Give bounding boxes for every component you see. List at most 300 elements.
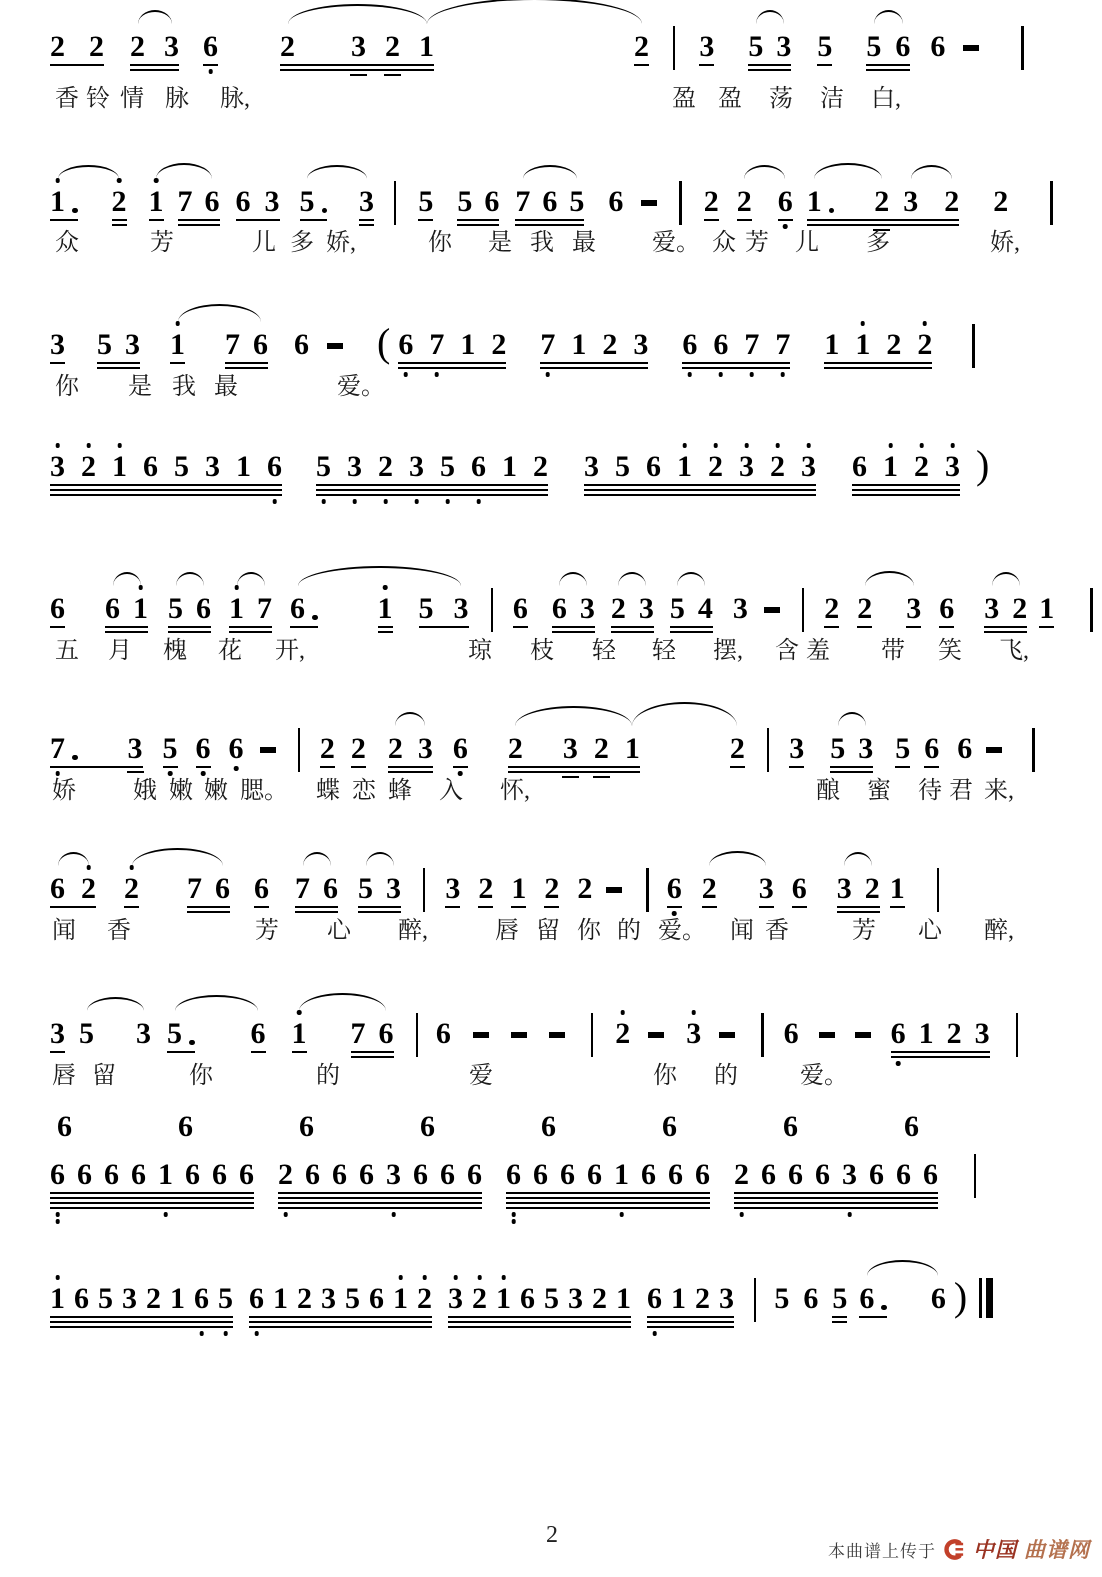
beam-line <box>300 219 328 221</box>
note <box>883 452 898 482</box>
note-digit: 2 <box>708 452 723 482</box>
note <box>682 330 697 360</box>
note <box>837 874 852 904</box>
note <box>542 187 557 217</box>
note <box>448 1284 463 1314</box>
octave-dot-below <box>719 372 724 377</box>
token-group <box>292 1019 307 1049</box>
lyric-syllable: 盈 <box>718 86 742 112</box>
note <box>695 1160 710 1190</box>
token-group <box>904 1112 919 1142</box>
note <box>807 187 835 217</box>
note-digit: 7 <box>540 330 555 360</box>
lyric-syllable: 情 <box>120 86 144 112</box>
note <box>944 187 959 217</box>
note <box>784 1019 799 1049</box>
note <box>520 1284 535 1314</box>
octave-dot-above <box>923 321 928 326</box>
note <box>744 330 759 360</box>
note-digit: 3 <box>732 592 748 625</box>
note-digit: 3 <box>445 872 461 905</box>
token-group <box>733 594 748 624</box>
octave-dot-below <box>672 911 677 916</box>
lyric-syllable: 酿 <box>816 778 840 804</box>
note <box>639 594 654 624</box>
token-group <box>136 1019 151 1049</box>
octave-dot-below <box>383 499 388 504</box>
note <box>105 594 120 624</box>
lyric-syllable: 娇 <box>52 778 76 804</box>
beam-line <box>667 906 682 908</box>
slur-arc <box>58 852 89 866</box>
note <box>167 1019 195 1049</box>
note-digit: 7 <box>177 185 193 218</box>
token-group <box>855 1032 871 1049</box>
note-digit: 6 <box>930 30 946 63</box>
note-digit: 5 <box>418 185 434 218</box>
note-digit: 3 <box>984 592 1000 625</box>
dash-mark <box>606 887 622 893</box>
slur-arc <box>559 572 587 586</box>
lyric-syllable: 羞 <box>806 638 830 664</box>
beam-line <box>734 1207 938 1209</box>
note-digit: 2 <box>378 452 393 482</box>
note <box>993 187 1008 217</box>
note <box>633 330 648 360</box>
slur-arc <box>867 1260 939 1276</box>
note-digit: 7 <box>257 592 272 625</box>
lyric-syllable: 香 <box>55 86 79 112</box>
note-digit: 6 <box>471 452 486 482</box>
notation-line <box>50 183 1053 217</box>
note-digit: 5 <box>97 328 112 361</box>
beam-group <box>866 32 910 62</box>
note <box>386 1160 401 1190</box>
augmentation-dot <box>829 208 835 214</box>
note <box>236 452 251 482</box>
slur-arc <box>113 572 141 586</box>
note <box>616 1284 631 1314</box>
token-group <box>634 32 649 62</box>
note <box>584 452 599 482</box>
dash-extension <box>986 747 1002 764</box>
note-digit: 5 <box>167 1017 182 1050</box>
token-group <box>290 594 318 624</box>
beam-line <box>511 906 526 908</box>
note-digit: 5 <box>299 185 315 218</box>
note-digit: 6 <box>413 1158 428 1191</box>
note-digit: 6 <box>778 187 793 217</box>
token-group <box>832 1284 847 1314</box>
note <box>560 1160 575 1190</box>
dash-extension <box>819 1032 835 1049</box>
beam-line <box>939 626 954 628</box>
token-group <box>170 330 185 360</box>
beam-group <box>229 594 272 624</box>
dash-mark <box>549 1032 565 1038</box>
note-digit: 3 <box>638 592 654 625</box>
note <box>515 187 530 217</box>
note <box>332 1160 347 1190</box>
note-digit: 2 <box>592 1282 607 1315</box>
note <box>472 1284 487 1314</box>
dash-mark <box>719 1032 735 1038</box>
beam-group <box>225 330 268 360</box>
note-digit: 3 <box>351 32 366 62</box>
note <box>931 1284 946 1314</box>
token-group <box>163 734 178 764</box>
beam-group <box>105 594 148 624</box>
note <box>369 1284 384 1314</box>
note-digit: 3 <box>906 592 922 625</box>
note-digit: 2 <box>734 1160 749 1190</box>
note-digit: 6 <box>662 1110 677 1143</box>
note-digit: 6 <box>196 734 211 764</box>
slur-arc <box>865 571 914 586</box>
note-digit: 6 <box>203 32 218 62</box>
token-group <box>976 442 990 487</box>
beam-line <box>866 64 910 66</box>
note <box>257 594 272 624</box>
lyric-syllable: 唇 <box>52 1063 76 1089</box>
dash-extension <box>764 607 780 624</box>
beam-line <box>50 1326 233 1328</box>
note-digit: 1 <box>511 872 527 905</box>
barline <box>1021 26 1023 62</box>
note-digit: 1 <box>50 187 65 217</box>
lyric-syllable: 怀, <box>500 778 530 804</box>
barline <box>802 588 804 624</box>
note-digit: 3 <box>758 872 774 905</box>
beam-line <box>196 766 211 768</box>
lyric-syllable: 你 <box>653 1063 677 1089</box>
note-digit: 6 <box>682 330 697 360</box>
note <box>229 594 244 624</box>
barline <box>298 728 300 764</box>
token-group <box>979 1278 993 1314</box>
note <box>615 452 630 482</box>
slur-arc <box>156 163 212 179</box>
note-digit: 6 <box>923 1158 938 1191</box>
beam-line <box>97 367 140 369</box>
beam-line <box>506 1192 710 1194</box>
octave-dot-below <box>163 1212 168 1217</box>
note <box>842 1160 857 1190</box>
note-digit: 7 <box>50 734 65 764</box>
dash-mark <box>648 1032 664 1038</box>
beam-line <box>508 771 640 773</box>
note-digit: 2 <box>350 732 366 765</box>
note-digit: 6 <box>453 734 468 764</box>
note-digit: 5 <box>316 452 331 482</box>
note-digit: 2 <box>577 872 593 905</box>
beam-line <box>290 626 318 628</box>
note <box>50 452 65 482</box>
token-group <box>730 734 745 764</box>
lyric-syllable: 君 <box>949 778 973 804</box>
token-group <box>549 1032 565 1049</box>
note <box>203 32 218 62</box>
note-digit: 5 <box>866 30 882 63</box>
note <box>615 1019 630 1049</box>
beam-line <box>105 631 148 633</box>
octave-dot-below <box>201 771 206 776</box>
note <box>614 1160 629 1190</box>
beam-group <box>540 330 648 360</box>
note-digit: 3 <box>359 185 374 218</box>
octave-dot-above <box>950 443 955 448</box>
note-digit: 6 <box>196 592 211 625</box>
note-digit: 3 <box>205 450 220 483</box>
final-thin-stroke <box>979 1278 982 1318</box>
slur-arc <box>298 566 462 586</box>
note <box>895 32 910 62</box>
extra-beam-line <box>562 776 579 778</box>
token-group <box>300 187 328 217</box>
note-digit: 6 <box>852 450 867 483</box>
open-paren <box>377 320 391 365</box>
slur-arc <box>176 572 204 586</box>
note-digit: 5 <box>817 30 833 63</box>
beam-line <box>448 1316 631 1318</box>
barline-stroke <box>767 728 769 772</box>
note-digit: 1 <box>616 1282 631 1315</box>
octave-dot-above <box>477 1275 482 1280</box>
note <box>708 452 723 482</box>
dash-mark <box>819 1032 835 1038</box>
token-group <box>924 734 939 764</box>
beam-line <box>418 219 433 221</box>
barline <box>673 26 675 62</box>
note-digit: 2 <box>944 185 960 218</box>
note-digit: 2 <box>387 732 403 765</box>
final-thick-stroke <box>986 1278 993 1318</box>
beam-line <box>508 766 640 768</box>
note-digit: 6 <box>323 872 338 905</box>
octave-dot-below <box>283 1212 288 1217</box>
note-digit: 6 <box>369 1282 384 1315</box>
token-group <box>615 1019 630 1049</box>
lyric-syllable: 爱。 <box>337 374 385 400</box>
note <box>592 1284 607 1314</box>
note <box>733 594 748 624</box>
note <box>695 1284 710 1314</box>
note <box>97 330 112 360</box>
token-group <box>50 330 65 360</box>
token-group <box>203 32 218 62</box>
note-digit: 1 <box>671 1282 686 1315</box>
note <box>686 1019 701 1049</box>
note <box>788 1160 803 1190</box>
token-group <box>859 1284 887 1314</box>
token-group <box>662 1112 677 1142</box>
note <box>388 734 403 764</box>
note <box>74 1284 89 1314</box>
note <box>730 734 745 764</box>
barline-stroke <box>1021 26 1023 70</box>
token-group <box>939 594 954 624</box>
note-digit: 6 <box>104 1158 119 1191</box>
lyric-syllable: 最 <box>214 374 238 400</box>
octave-dot-below <box>445 499 450 504</box>
token-group <box>778 187 793 217</box>
beam-line <box>552 631 595 633</box>
note-digit: 2 <box>130 30 145 63</box>
note-digit: 6 <box>294 328 309 361</box>
note <box>478 874 493 904</box>
barline-stroke <box>974 1154 976 1198</box>
octave-dot-below <box>321 499 326 504</box>
slur-arc <box>874 10 903 24</box>
note <box>215 874 230 904</box>
note-digit: 6 <box>587 1158 602 1191</box>
note <box>174 452 189 482</box>
note <box>104 1160 119 1190</box>
note <box>321 1284 336 1314</box>
note-digit: 5 <box>418 592 434 625</box>
token-group <box>418 187 433 217</box>
beam-line <box>852 494 960 496</box>
note-digit: 3 <box>699 30 715 63</box>
note-digit: 1 <box>614 1160 629 1190</box>
note <box>508 734 523 764</box>
lyric-syllable: 娇, <box>326 230 356 256</box>
note-digit: 3 <box>633 328 649 361</box>
note-digit: 5 <box>174 450 189 483</box>
note <box>386 874 401 904</box>
beam-line <box>682 362 790 364</box>
beam-line <box>278 1192 482 1194</box>
note-digit: 5 <box>79 1017 94 1050</box>
note <box>57 1112 72 1142</box>
beam-group <box>515 187 584 217</box>
note-digit: 6 <box>930 1282 946 1315</box>
note <box>670 594 685 624</box>
site-name-part1: 中国 <box>973 1538 1017 1562</box>
note-digit: 1 <box>889 872 905 905</box>
token-group <box>511 874 526 904</box>
token-group <box>50 594 65 624</box>
note-digit: 6 <box>815 1158 830 1191</box>
note-digit: 1 <box>170 330 185 360</box>
note-digit: 2 <box>81 874 96 904</box>
lyric-syllable: 五 <box>55 638 79 664</box>
note-digit: 2 <box>701 872 717 905</box>
note <box>351 32 366 62</box>
note-digit: 1 <box>158 1160 173 1190</box>
beam-line <box>170 362 185 364</box>
note <box>544 1284 559 1314</box>
note <box>801 452 816 482</box>
note <box>540 330 555 360</box>
note-digit: 2 <box>917 330 932 360</box>
note-digit: 1 <box>1039 592 1055 625</box>
note-digit: 1 <box>624 732 640 765</box>
note <box>774 1284 789 1314</box>
token-group <box>937 868 939 904</box>
note-digit: 3 <box>264 185 280 218</box>
note-digit: 6 <box>542 185 558 218</box>
barline <box>491 588 493 624</box>
barline-stroke <box>673 26 675 70</box>
note-digit: 2 <box>472 1284 487 1314</box>
note <box>50 594 65 624</box>
note <box>906 594 921 624</box>
note <box>511 874 526 904</box>
beam-line <box>890 906 905 908</box>
note-digit: 6 <box>250 1017 266 1050</box>
note-digit: 6 <box>398 330 413 360</box>
beam-group <box>734 1160 938 1190</box>
token-group <box>890 874 905 904</box>
note <box>541 1112 556 1142</box>
beam-line <box>670 631 713 633</box>
note <box>236 187 251 217</box>
beam-line <box>50 1202 254 1204</box>
note-digit: 3 <box>584 450 599 483</box>
beam-line <box>852 484 960 486</box>
note-digit: 6 <box>50 592 65 625</box>
beam-line <box>859 1316 887 1318</box>
beam-line <box>832 1316 847 1318</box>
barline-stroke <box>416 1013 418 1057</box>
beam-line <box>50 1316 233 1318</box>
lyric-syllable: 摆, <box>713 638 743 664</box>
note-digit: 5 <box>98 1282 113 1315</box>
lyric-syllable: 芳 <box>150 230 174 256</box>
note <box>533 1160 548 1190</box>
token-group <box>767 728 769 764</box>
note-digit: 3 <box>164 30 179 63</box>
dash-extension <box>963 45 979 62</box>
dash-mark <box>986 747 1002 753</box>
lyric-syllable: 嫩 <box>169 778 193 804</box>
beam-line <box>540 362 648 364</box>
note-digit: 3 <box>719 1282 734 1315</box>
beam-line <box>280 64 434 66</box>
note <box>295 874 310 904</box>
token-group <box>57 1112 72 1142</box>
beam-line <box>857 626 872 628</box>
note-digit: 6 <box>290 592 305 625</box>
note <box>759 874 774 904</box>
beam-line <box>351 766 366 768</box>
note-digit: 5 <box>345 1282 360 1315</box>
note <box>792 874 807 904</box>
note-digit: 1 <box>149 187 164 217</box>
beam-group <box>611 594 654 624</box>
token-group <box>608 187 623 217</box>
beam-line <box>167 1051 195 1053</box>
barline-stroke <box>1032 728 1034 772</box>
note-digit: 3 <box>347 452 362 482</box>
token-group <box>764 607 780 624</box>
note <box>265 187 280 217</box>
slur-arc <box>911 165 952 179</box>
note <box>698 594 713 624</box>
token-group <box>79 1019 94 1049</box>
note <box>253 330 268 360</box>
note-digit: 3 <box>903 185 919 218</box>
beam-line <box>251 1051 266 1053</box>
token-group <box>1050 181 1052 217</box>
note-digit: 7 <box>744 330 759 360</box>
octave-dot-below <box>619 1212 624 1217</box>
paren-glyph: ( <box>377 320 391 365</box>
note-digit: 6 <box>50 1160 65 1190</box>
note <box>378 452 393 482</box>
lyric-syllable: 你 <box>189 1063 213 1089</box>
